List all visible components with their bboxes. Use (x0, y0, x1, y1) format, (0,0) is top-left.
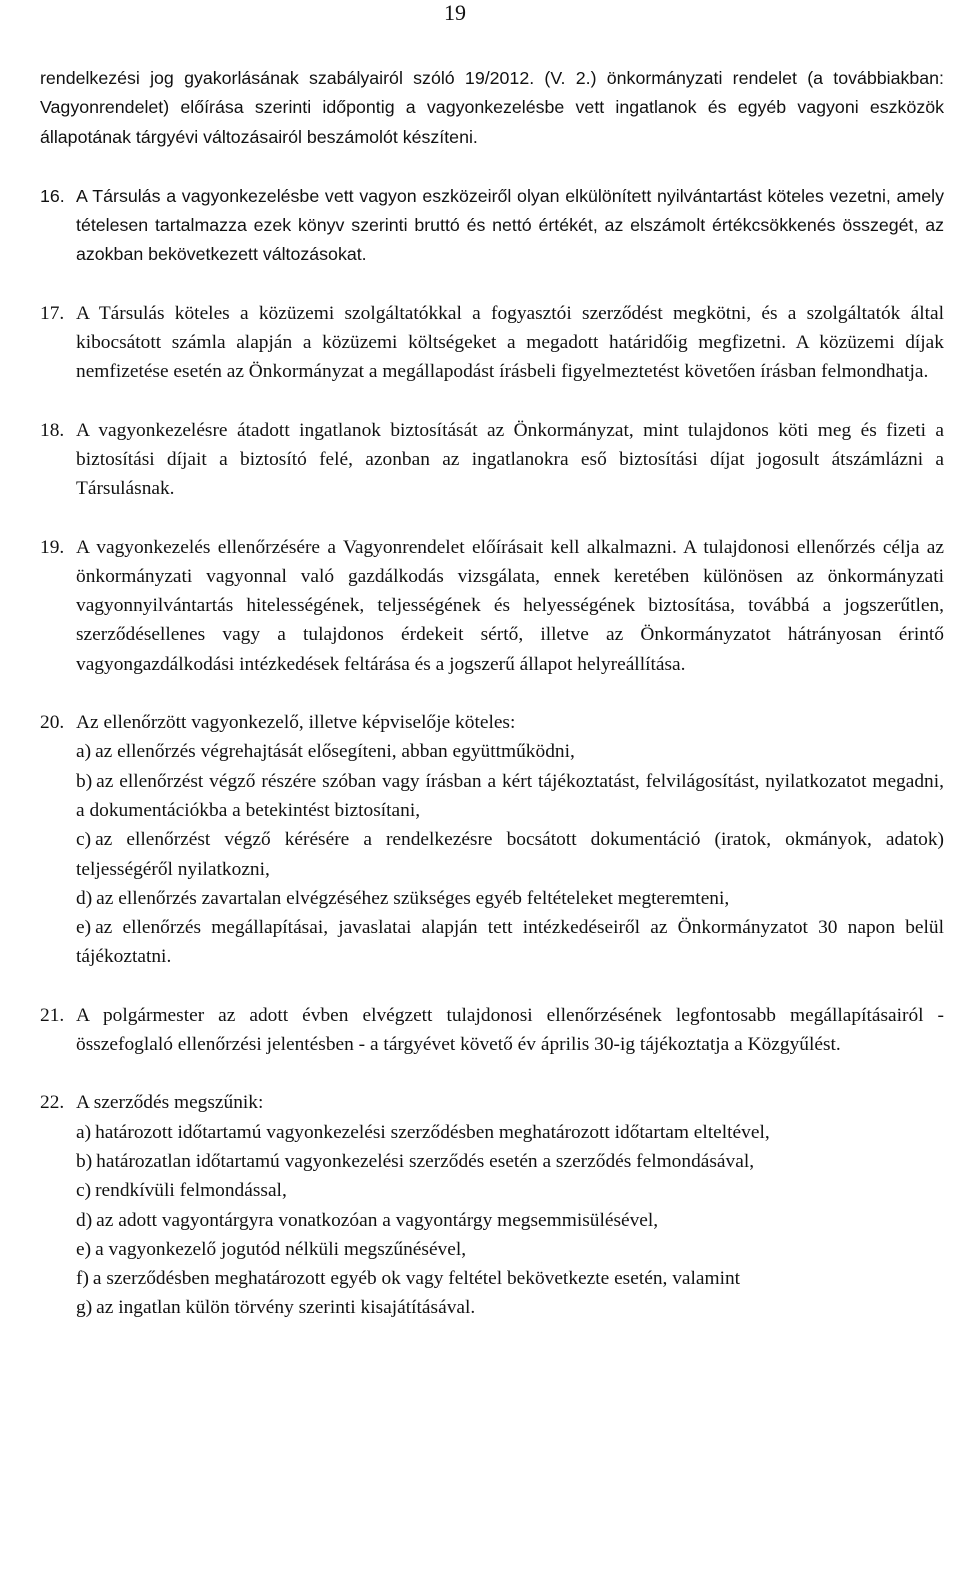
item-text: rendkívüli felmondással, (95, 1180, 287, 1202)
item-label: d) (76, 887, 93, 909)
item-text: az ellenőrzés megállapításai, javaslatai alapján tett intézkedéseiről az Önkormányzatot 30 napon belül tájékoztatni. (76, 917, 944, 968)
section-number: 20. (40, 712, 65, 734)
section-number: 22. (40, 1092, 65, 1114)
list-item (76, 825, 944, 884)
section-17 (40, 299, 944, 387)
page-number: 19 (444, 0, 466, 25)
item-label: c) (76, 829, 92, 851)
section-text: A vagyonkezelésre átadott ingatlanok biztosítását az Önkormányzat, mint tulajdonos köti meg és fizeti a biztosítási díjait a biztosító felé, azonban az ingatlanokra eső biztosítási díjat jogosult átszámlázni a Társulásnak. (76, 419, 944, 500)
section-number: 16. (40, 185, 65, 206)
section-number: 19. (40, 536, 65, 558)
section-text: A Társulás köteles a közüzemi szolgáltatókkal a fogyasztói szerződést megkötni, és a szolgáltatók által kibocsátott számla alapján a közüzemi költségeket a megadott határidőig megfizetni. A közüzemi díjak nemfizetése esetén az Önkormányzat a megállapodást írásbeli figyelmeztetést követően írásban felmondhatja. (76, 302, 944, 383)
list-item (76, 767, 944, 826)
list-item (76, 1293, 944, 1322)
item-label: a) (76, 741, 92, 763)
item-text: az ellenőrzés zavartalan elvégzéséhez szükséges egyéb feltételeket megteremteni, (96, 887, 730, 909)
list-item (76, 1118, 944, 1147)
item-text: az ingatlan külön törvény szerinti kisajátításával. (96, 1297, 476, 1319)
section-18 (40, 416, 944, 504)
item-list (76, 737, 944, 971)
section-16 (40, 182, 944, 270)
section-20 (40, 708, 944, 972)
section-number: 17. (40, 302, 65, 324)
list-item (76, 737, 944, 766)
item-text: az ellenőrzést végző kérésére a rendelkezésre bocsátott dokumentáció (iratok, okmányok, adatok) teljességéről nyilatkozni, (76, 829, 944, 880)
section-content (76, 1088, 944, 1322)
list-item (76, 913, 944, 972)
item-label: e) (76, 917, 92, 939)
section-21 (40, 1001, 944, 1060)
item-list (76, 1118, 944, 1323)
section-22 (40, 1088, 944, 1322)
item-text: a vagyonkezelő jogutód nélküli megszűnésével, (95, 1238, 467, 1260)
section-text: A vagyonkezelés ellenőrzésére a Vagyonrendelet előírásait kell alkalmazni. A tulajdonosi ellenőrzés célja az önkormányzati vagyonnal való gazdálkodás vizsgálata, ennek keretében különösen az önkormányzati vagyonnyilvántartás hitelességének, teljességének és helyességének biztosítása, továbbá a jogszerűtlen, szerződésellenes vagy a tulajdonos érdekeit sértő, illetve az Önkormányzatot hátrányosan érintő vagyongazdálkodási intézkedések feltárása és a jogszerű állapot helyreállítása. (76, 536, 944, 675)
item-label: b) (76, 770, 93, 792)
list-item (76, 1176, 944, 1205)
list-item (76, 1147, 944, 1176)
item-text: az ellenőrzés végrehajtását elősegíteni, abban együttműködni, (95, 741, 575, 763)
section-number: 18. (40, 419, 65, 441)
intro-paragraph: rendelkezési jog gyakorlásának szabályairól szóló 19/2012. (V. 2.) önkormányzati rendelet (a továbbiakban: Vagyonrendelet) előírása szerinti időpontig a vagyonkezelésbe vett ingatlanok és egyéb vagyoni eszközök állapotának tárgyévi változásairól beszámolót készíteni. (40, 68, 944, 147)
list-item (76, 1206, 944, 1235)
item-label: b) (76, 1150, 93, 1172)
item-text: az adott vagyontárgyra vonatkozóan a vagyontárgy megsemmisülésével, (96, 1209, 659, 1231)
section-text: A polgármester az adott évben elvégzett tulajdonosi ellenőrzésének legfontosabb megállapításairól - összefoglaló ellenőrzési jelentésben - a tárgyévet követő év április 30-ig tájékoztatja a Közgyűlést. (76, 1004, 944, 1056)
item-label: e) (76, 1238, 92, 1260)
section-text: Az ellenőrzött vagyonkezelő, illetve képviselője köteles: (76, 712, 516, 734)
item-text: az ellenőrzést végző részére szóban vagy írásban a kért tájékoztatást, felvilágosítást, nyilatkozatot megadni, a dokumentációkba a betekintést biztosítani, (76, 770, 944, 821)
list-item (76, 884, 944, 913)
item-text: határozott időtartamú vagyonkezelési szerződésben meghatározott időtartam elteltével, (95, 1121, 770, 1143)
item-label: f) (76, 1268, 89, 1290)
item-label: d) (76, 1209, 93, 1231)
item-text: határozatlan időtartamú vagyonkezelési szerződés esetén a szerződés felmondásával, (96, 1150, 755, 1172)
item-label: a) (76, 1121, 92, 1143)
item-label: g) (76, 1297, 93, 1319)
section-text: A szerződés megszűnik: (76, 1092, 264, 1114)
section-content (76, 708, 944, 972)
list-item (76, 1235, 944, 1264)
section-number: 21. (40, 1004, 65, 1026)
section-19 (40, 533, 944, 679)
section-text: A Társulás a vagyonkezelésbe vett vagyon eszközeiről olyan elkülönített nyilvántartást köteles vezetni, amely tételesen tartalmazza ezek könyv szerinti bruttó és nettó értékét, az elszámolt értékcsökkenés összegét, az azokban bekövetkezett változásokat. (76, 185, 944, 265)
item-label: c) (76, 1180, 92, 1202)
item-text: a szerződésben meghatározott egyéb ok vagy feltétel bekövetkezte esetén, valamint (92, 1268, 741, 1290)
document-body (40, 64, 944, 1352)
list-item (76, 1264, 944, 1293)
